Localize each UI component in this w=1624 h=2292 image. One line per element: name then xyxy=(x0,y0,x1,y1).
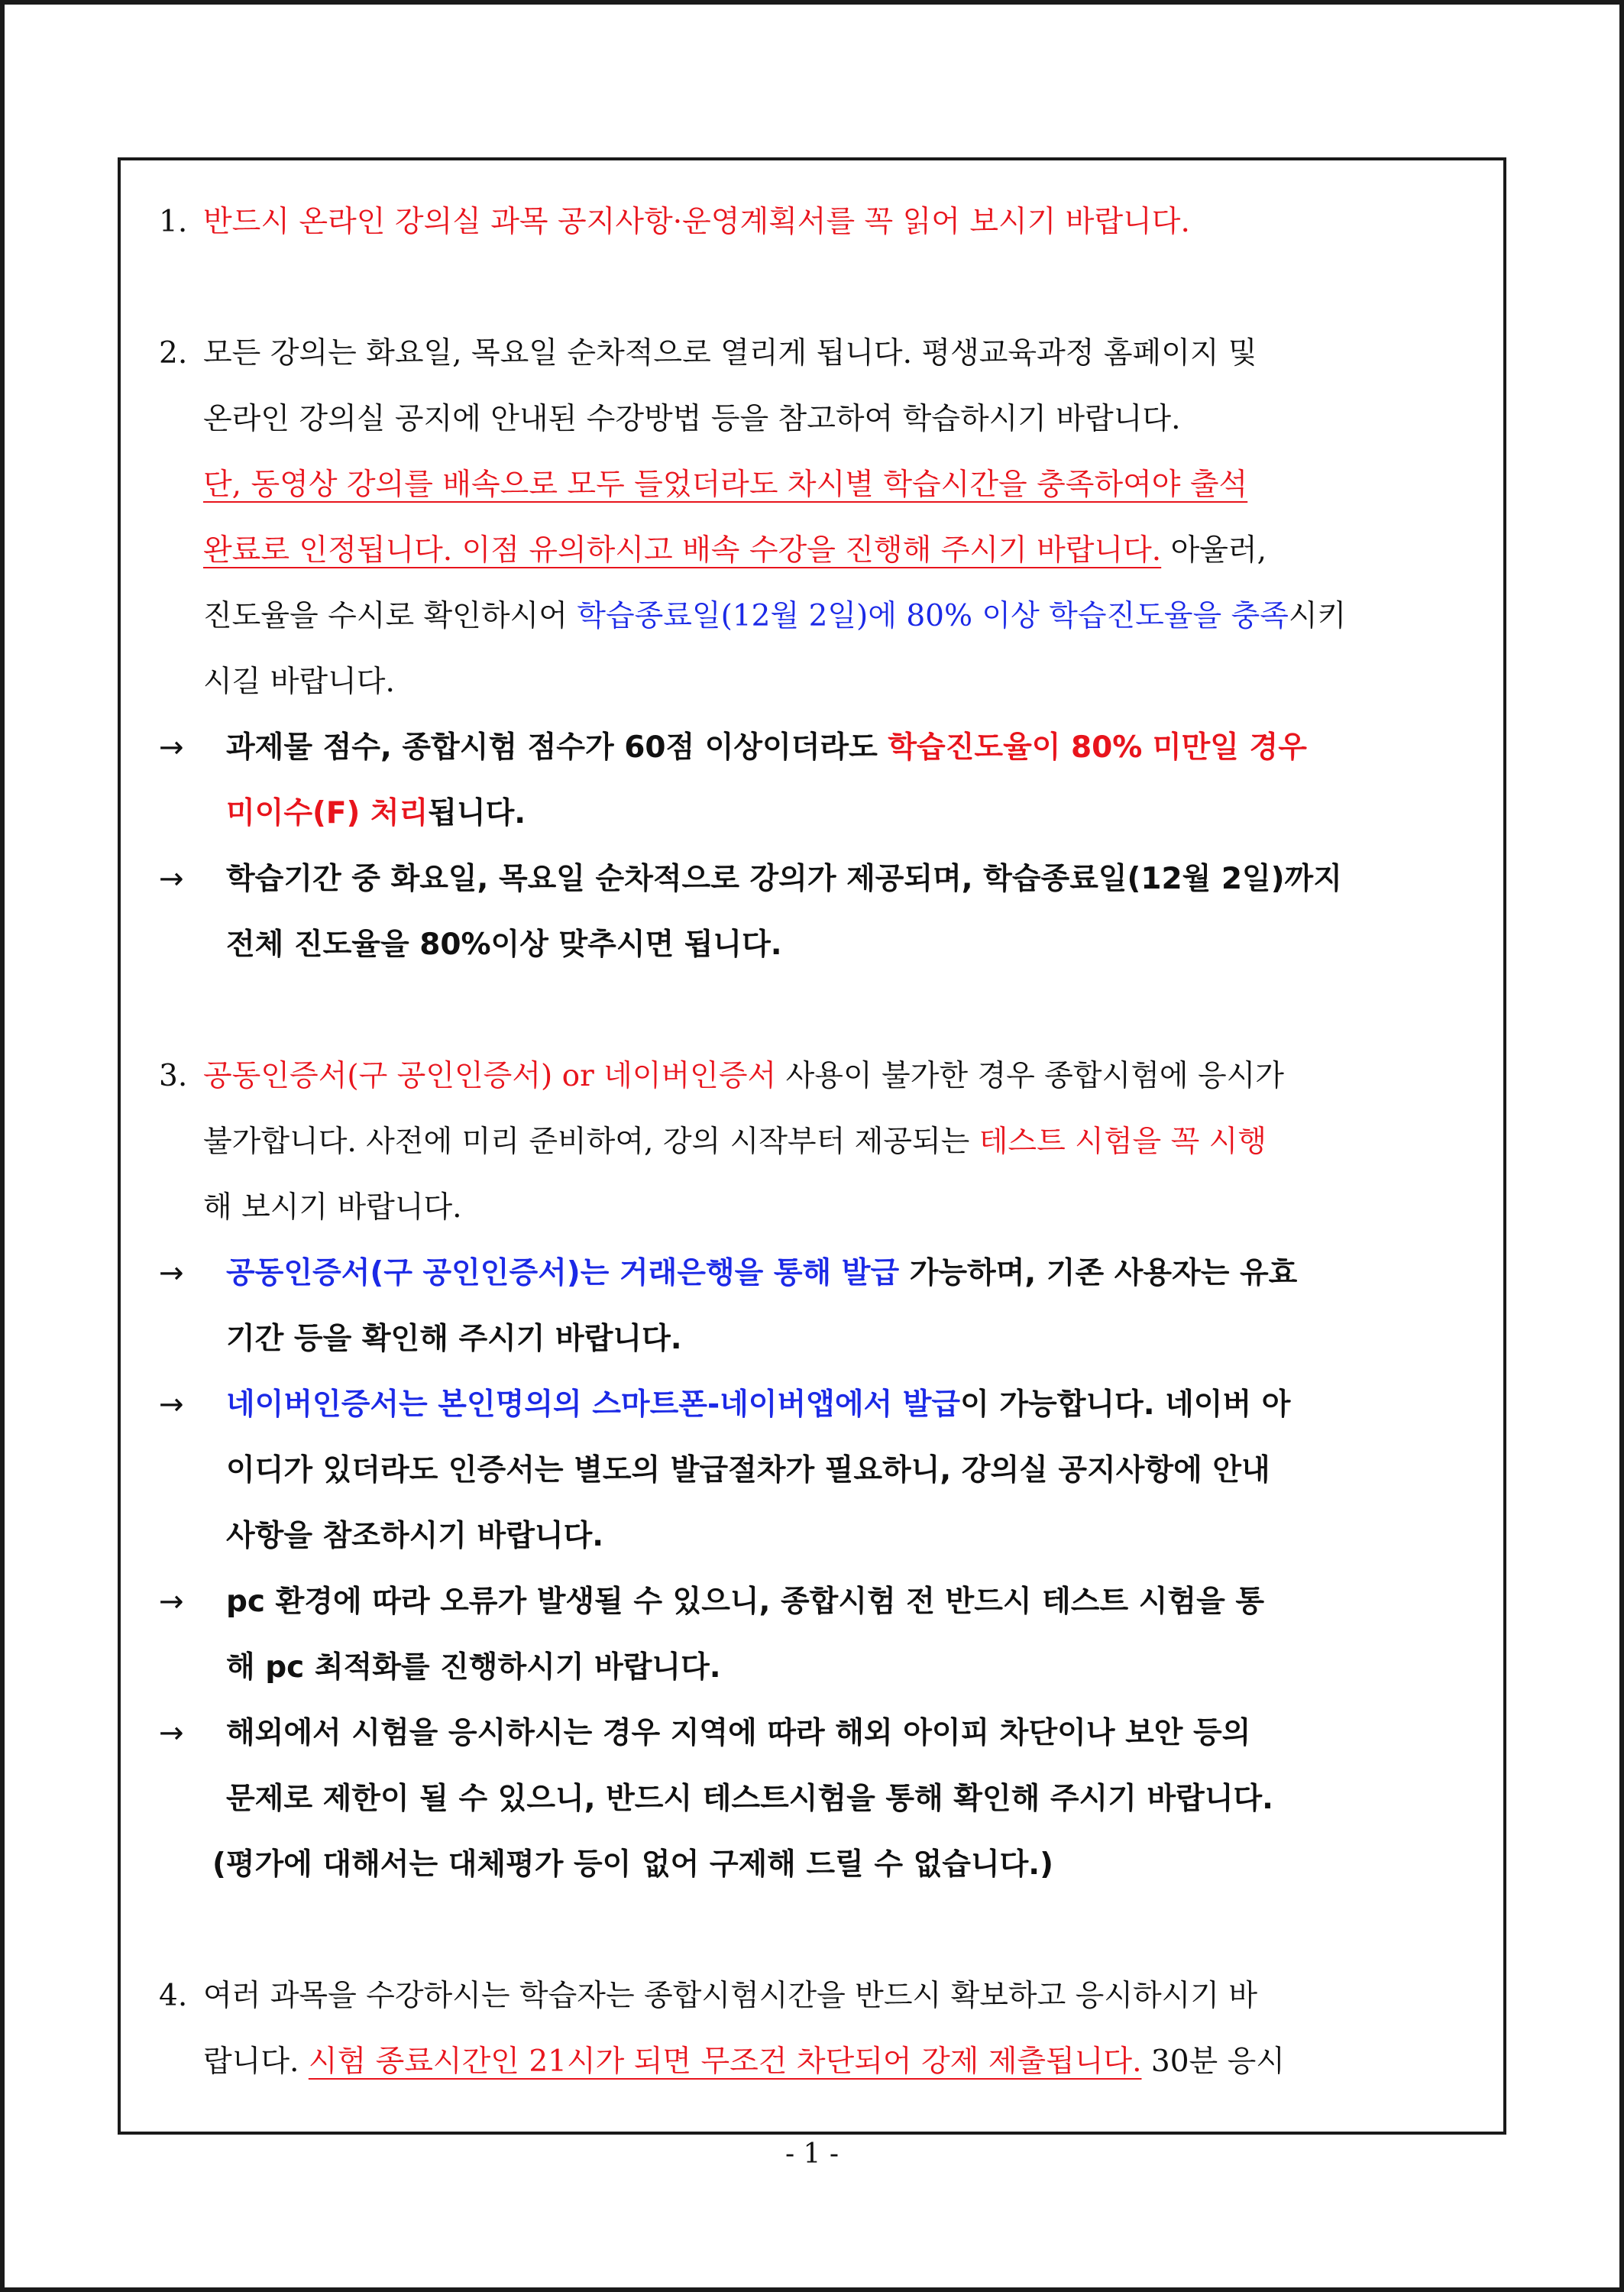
item-2-number: 2. xyxy=(159,336,188,371)
item-3-arrow-1-tail: 가능하며, 기존 사용자는 유효 xyxy=(899,1256,1298,1290)
item-2-arrow-1-line-2 xyxy=(159,781,1465,847)
item-3-arrow-2-tail: 이 가능합니다. 네이버 아 xyxy=(960,1387,1291,1422)
item-3-line-1 xyxy=(159,1044,1465,1109)
notice-item-4 xyxy=(159,1963,1465,2095)
item-2-arrow-1-red: 학습진도율이 80% 미만일 경우 xyxy=(888,730,1307,765)
item-3-arrow-3 xyxy=(159,1569,1465,1635)
spacer xyxy=(159,978,1465,1044)
item-2-line-5-a: 진도율을 수시로 확인하시어 xyxy=(203,599,577,633)
item-3-line-3: 해 보시기 바랍니다. xyxy=(203,1190,462,1225)
arrow-icon: → xyxy=(159,1716,184,1750)
item-2-arrow-1-a: 과제물 점수, 종합시험 점수가 60점 이상이더라도 xyxy=(226,730,888,765)
item-3-arrow-1 xyxy=(159,1241,1465,1306)
item-2-line-3 xyxy=(159,452,1465,518)
item-2-warning-red-1: 단, 동영상 강의를 배속으로 모두 들었더라도 차시별 학습시간을 충족하여야 출석 xyxy=(203,468,1248,502)
item-2-line-1-text: 모든 강의는 화요일, 목요일 순차적으로 열리게 됩니다. 평생교육과정 홈페이지 및 xyxy=(203,336,1257,371)
item-3-line-2 xyxy=(159,1109,1465,1175)
item-1-number: 1. xyxy=(159,205,188,239)
arrow-icon: → xyxy=(159,1256,184,1290)
item-2-line-6: 시길 바랍니다. xyxy=(203,665,395,699)
item-3-arrow-4 xyxy=(159,1701,1465,1766)
item-1-line xyxy=(159,189,1465,255)
item-2-warning-red-2: 완료로 인정됩니다. 이점 유의하시고 배속 수강을 진행해 주시기 바랍니다. xyxy=(203,533,1162,568)
item-4-line-1 xyxy=(159,1963,1465,2029)
item-3-certificate-red: 공동인증서(구 공인인증서) or 네이버인증서 xyxy=(203,1059,777,1093)
item-2-arrow-2-line-2: 전체 진도율을 80%이상 맞추시면 됩니다. xyxy=(226,927,782,962)
item-2-arrow-1-b: 됩니다. xyxy=(428,796,526,830)
arrow-icon: → xyxy=(159,1387,184,1422)
item-4-number: 4. xyxy=(159,1979,188,2013)
item-3-number: 3. xyxy=(159,1059,188,1093)
notice-item-2 xyxy=(159,321,1465,978)
page-number: - 1 - xyxy=(785,2138,839,2170)
item-2-line-1 xyxy=(159,321,1465,387)
notice-content-box xyxy=(118,157,1506,2135)
item-3-arrow-4-line-2: 문제로 제한이 될 수 있으니, 반드시 테스트시험을 통해 확인해 주시기 바랍니다. xyxy=(226,1782,1273,1816)
item-1-text: 반드시 온라인 강의실 과목 공지사항·운영계획서를 꼭 읽어 보시기 바랍니다. xyxy=(203,205,1190,239)
item-3-arrow-1-blue: 공동인증서(구 공인인증서)는 거래은행을 통해 발급 xyxy=(226,1256,900,1290)
item-3-arrow-3-line-1: pc 환경에 따라 오류가 발생될 수 있으니, 종합시험 전 반드시 테스트 시험을 통 xyxy=(226,1585,1265,1619)
item-2-arrow-2-line-1: 학습기간 중 화요일, 목요일 순차적으로 강의가 제공되며, 학습종료일(12월 2일)까지 xyxy=(226,862,1342,896)
item-3-arrow-4-line-3: (평가에 대해서는 대체평가 등이 없어 구제해 드릴 수 없습니다.) xyxy=(212,1847,1053,1882)
item-3-arrow-2 xyxy=(159,1372,1465,1438)
spacer xyxy=(159,255,1465,321)
item-2-line-5 xyxy=(159,584,1465,649)
item-4-line-1-text: 여러 과목을 수강하시는 학습자는 종합시험시간을 반드시 확보하고 응시하시기 바 xyxy=(203,1979,1258,2013)
notice-item-1 xyxy=(159,189,1465,255)
item-3-arrow-2-blue: 네이버인증서는 본인명의의 스마트폰-네이버앱에서 발급 xyxy=(226,1387,961,1422)
item-3-arrow-1-line-2: 기간 등을 확인해 주시기 바랍니다. xyxy=(226,1322,682,1356)
item-3-arrow-3-line-2: 해 pc 최적화를 진행하시기 바랍니다. xyxy=(226,1650,721,1685)
item-3-arrow-2-line-3: 사항을 참조하시기 바랍니다. xyxy=(226,1519,604,1553)
item-4-warning-red: 시험 종료시간인 21시가 되면 무조건 차단되어 강제 제출됩니다. xyxy=(308,2044,1142,2079)
item-2-line-5-b: 시키 xyxy=(1288,599,1347,633)
arrow-icon: → xyxy=(159,862,184,896)
item-2-line-2: 온라인 강의실 공지에 안내된 수강방법 등을 참고하여 학습하시기 바랍니다. xyxy=(203,402,1181,436)
item-2-line-4-tail: 아울러, xyxy=(1161,533,1267,568)
item-2-arrow-1 xyxy=(159,715,1465,781)
item-2-arrow-2 xyxy=(159,847,1465,912)
item-2-deadline-blue: 학습종료일(12월 2일)에 80% 이상 학습진도율을 충족 xyxy=(577,599,1289,633)
item-3-line-1-tail: 사용이 불가한 경우 종합시험에 응시가 xyxy=(776,1059,1284,1093)
spacer xyxy=(159,1898,1465,1963)
item-2-arrow-1-red-2: 미이수(F) 처리 xyxy=(226,796,429,830)
item-3-line-2-a: 불가합니다. 사전에 미리 준비하여, 강의 시작부터 제공되는 xyxy=(203,1125,979,1159)
item-3-arrow-4-line-1: 해외에서 시험을 응시하시는 경우 지역에 따라 해외 아이피 차단이나 보안 등의 xyxy=(226,1716,1251,1750)
notice-item-3 xyxy=(159,1044,1465,1898)
item-3-test-red: 테스트 시험을 꼭 시행 xyxy=(979,1125,1267,1159)
item-4-line-2-tail: 30분 응시 xyxy=(1141,2044,1285,2079)
item-4-line-2 xyxy=(159,2029,1465,2095)
arrow-icon: → xyxy=(159,730,184,765)
item-3-arrow-2-line-2: 이디가 있더라도 인증서는 별도의 발급절차가 필요하니, 강의실 공지사항에 안내 xyxy=(226,1453,1270,1488)
item-4-line-2-a: 랍니다. xyxy=(203,2044,309,2079)
arrow-icon: → xyxy=(159,1585,184,1619)
item-2-line-4 xyxy=(159,518,1465,584)
